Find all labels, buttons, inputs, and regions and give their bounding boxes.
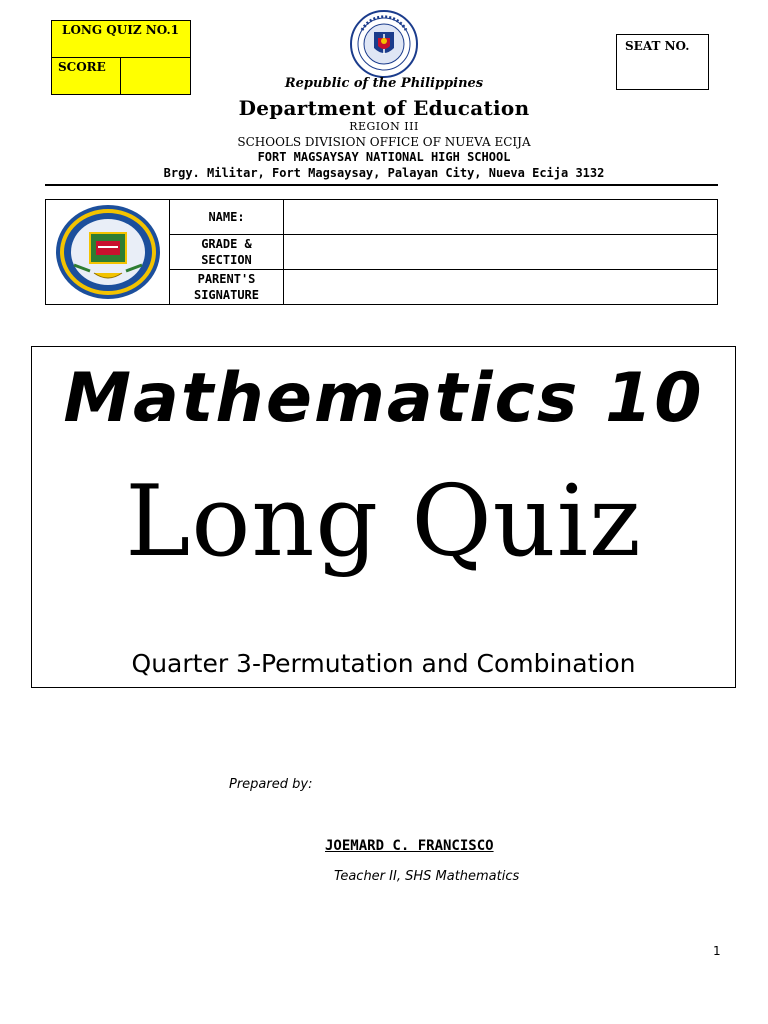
title-box — [31, 346, 736, 688]
grade-section-row — [170, 235, 717, 270]
teacher-title: Teacher II, SHS Mathematics — [334, 869, 520, 884]
name-row — [170, 200, 717, 235]
school-name: FORT MAGSAYSAY NATIONAL HIGH SCHOOL — [257, 150, 511, 164]
parent-signature-field[interactable] — [284, 270, 717, 304]
parent-signature-label: PARENT'S SIGNATURE — [170, 270, 284, 304]
header-divider — [45, 184, 718, 186]
school-logo-icon — [54, 203, 162, 301]
deped-seal-icon — [350, 10, 418, 78]
school-logo-cell — [46, 200, 170, 304]
score-label: SCORE — [52, 58, 121, 95]
page-number: 1 — [713, 944, 721, 958]
quarter-subtitle: Quarter 3-Permutation and Combination — [131, 649, 636, 678]
student-info-table — [45, 199, 718, 305]
teacher-name: JOEMARD C. FRANCISCO — [325, 838, 494, 854]
quiz-title-label: LONG QUIZ NO.1 — [52, 21, 190, 58]
subject-title: Mathematics 10 — [63, 359, 704, 438]
name-field[interactable] — [284, 200, 717, 234]
quiz-title: Long Quiz — [125, 465, 642, 579]
grade-section-label: GRADE & SECTION — [170, 235, 284, 269]
seat-number-label: SEAT NO. — [625, 39, 690, 53]
republic-heading: Republic of the Philippines — [284, 76, 484, 91]
prepared-by-label: Prepared by: — [229, 777, 313, 792]
grade-section-field[interactable] — [284, 235, 717, 269]
parent-signature-row — [170, 270, 717, 304]
region-heading: REGION III — [349, 120, 419, 133]
school-address: Brgy. Militar, Fort Magsaysay, Palayan City, Nueva Ecija 3132 — [163, 166, 605, 180]
division-heading: SCHOOLS DIVISION OFFICE OF NUEVA ECIJA — [237, 135, 531, 149]
department-heading: Department of Education — [238, 96, 530, 120]
name-label: NAME: — [170, 200, 284, 234]
